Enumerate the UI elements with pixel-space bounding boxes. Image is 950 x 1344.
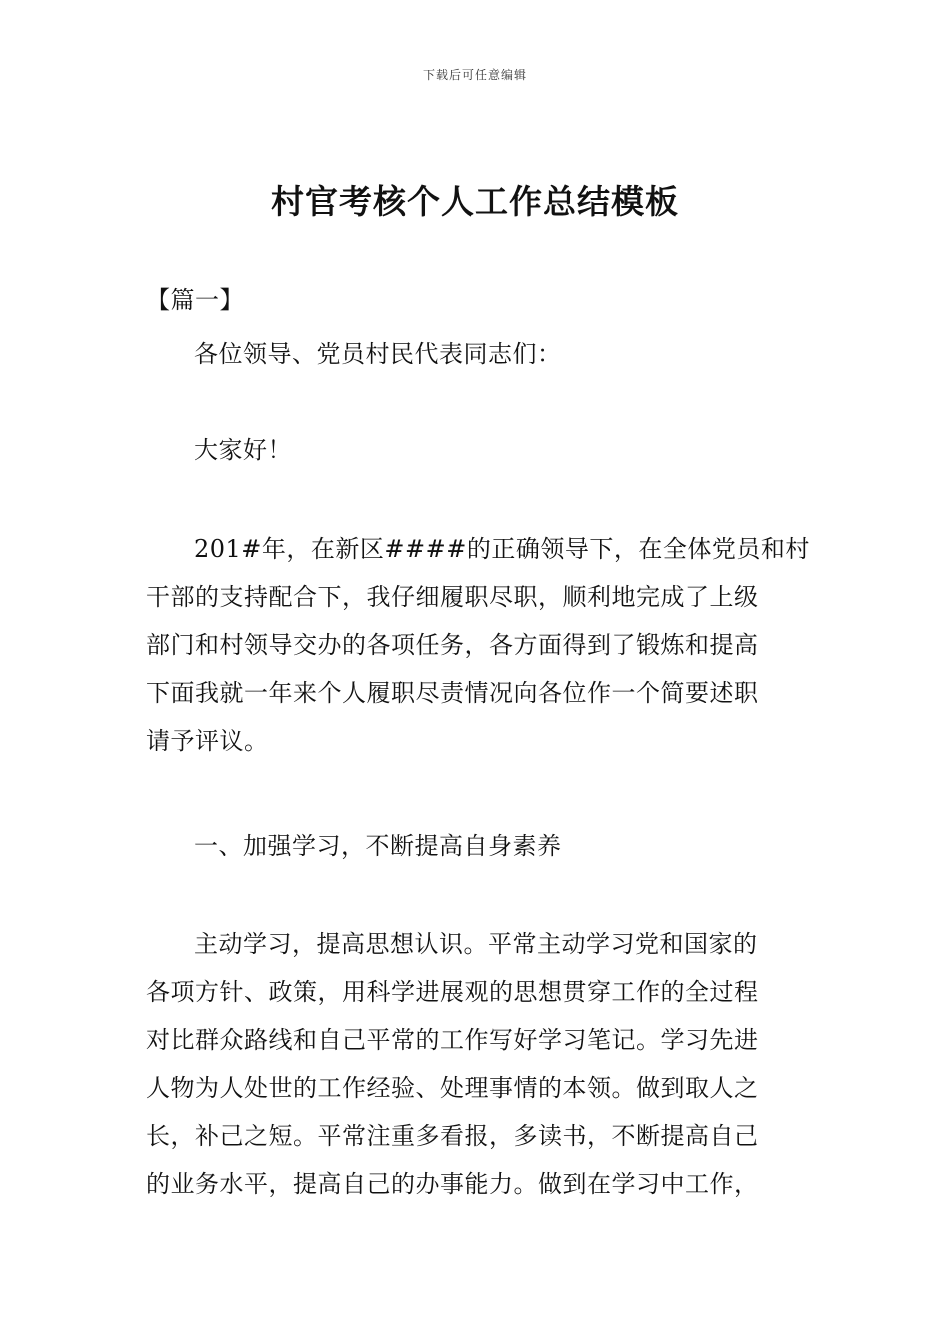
greeting-line: 各位领导、党员村民代表同志们： (194, 340, 562, 368)
paragraph-line: 干部的支持配合下，我仔细履职尽职，顺利地完成了上级 (146, 583, 759, 611)
paragraph-line: 对比群众路线和自己平常的工作写好学习笔记。学习先进 (146, 1026, 759, 1054)
paragraph-study (146, 920, 808, 1208)
section-tag: 【篇一】 (146, 286, 244, 314)
paragraph-line: 的业务水平，提高自己的办事能力。做到在学习中工作， (146, 1170, 759, 1198)
section-heading: 一、加强学习，不断提高自身素养 (194, 832, 562, 860)
paragraph-line: 主动学习，提高思想认识。平常主动学习党和国家的 (194, 930, 758, 958)
paragraph-line: 请予评议。 (146, 727, 269, 755)
paragraph-line: 201#年，在新区####的正确领导下，在全体党员和村 (194, 535, 810, 563)
paragraph-line: 各项方针、政策，用科学进展观的思想贯穿工作的全过程 (146, 978, 759, 1006)
paragraph-line: 长，补己之短。平常注重多看报，多读书，不断提高自己 (146, 1122, 759, 1150)
header-note: 下载后可任意编辑 (422, 68, 527, 82)
document-title: 村官考核个人工作总结模板 (271, 182, 679, 221)
paragraph-line: 下面我就一年来个人履职尽责情况向各位作一个简要述职 (146, 679, 759, 707)
hello-line: 大家好！ (194, 436, 292, 464)
paragraph-intro (146, 525, 808, 765)
paragraph-line: 部门和村领导交办的各项任务，各方面得到了锻炼和提高 (146, 631, 759, 659)
paragraph-line: 人物为人处世的工作经验、处理事情的本领。做到取人之 (146, 1074, 759, 1102)
